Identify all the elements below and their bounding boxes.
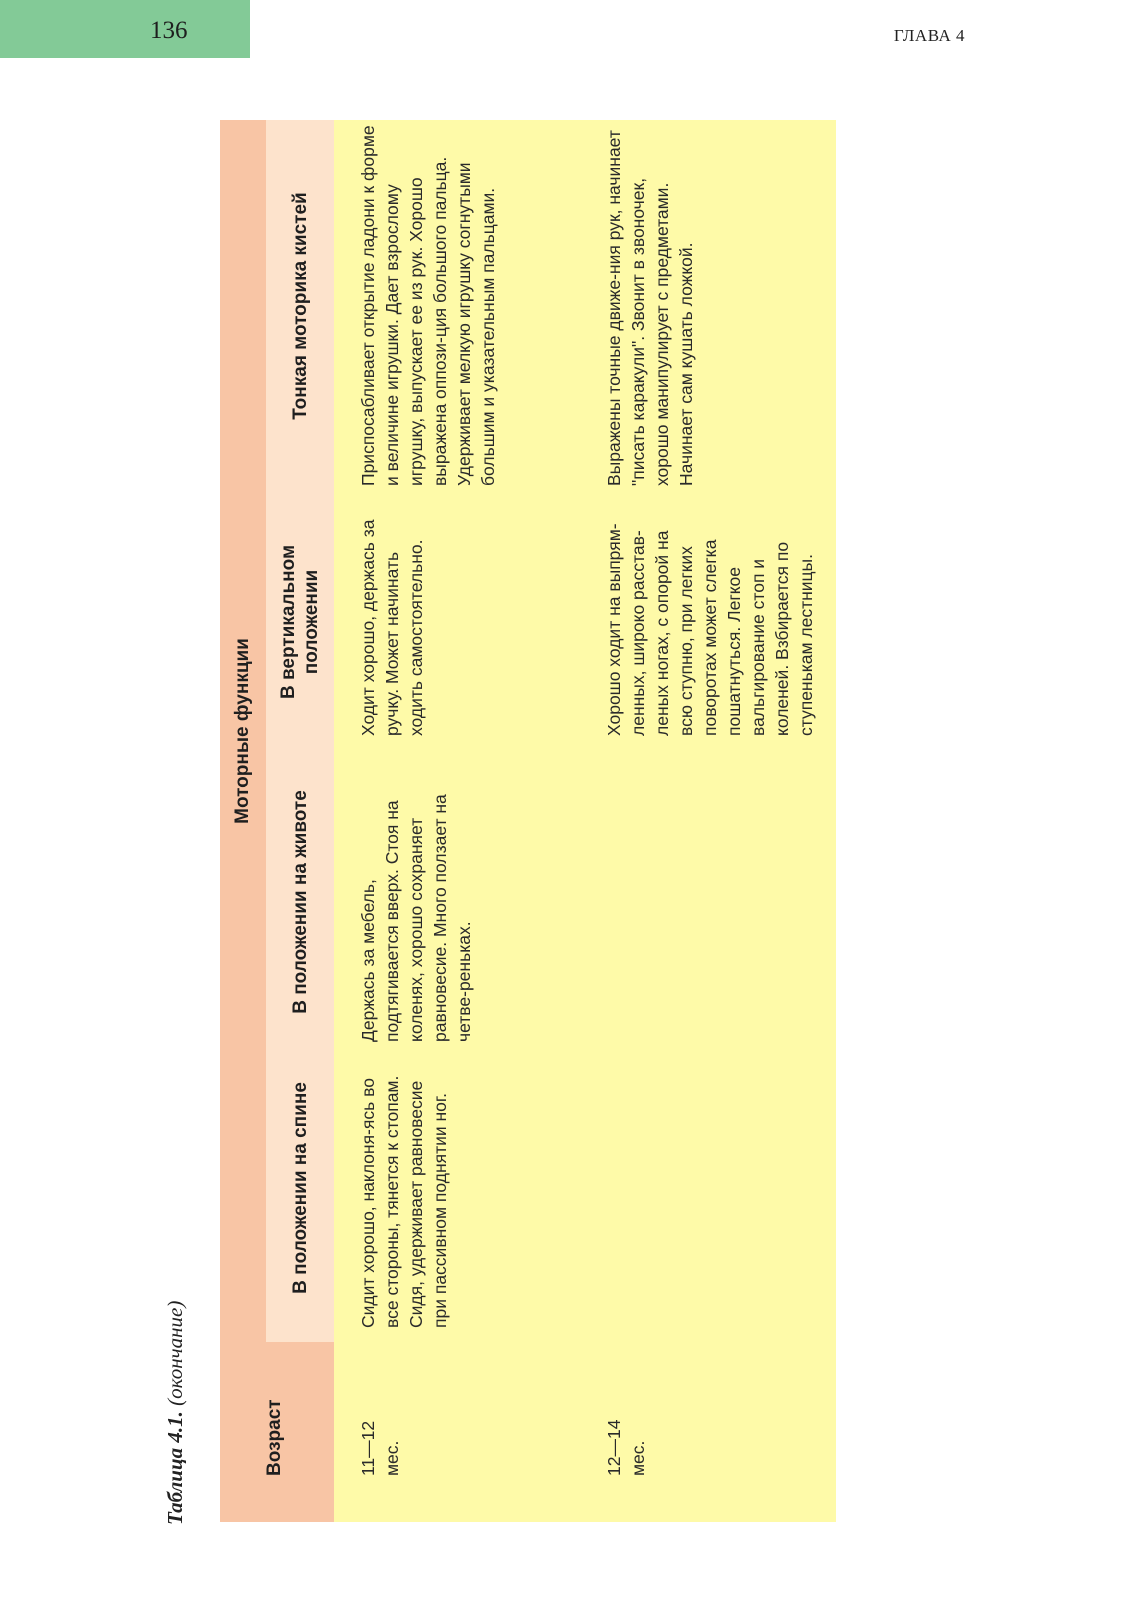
- column-header-prone: В положении на животе: [266, 752, 334, 1052]
- table-caption-note: (окончание): [163, 1300, 187, 1406]
- row-1-prone: Держась за мебель, подтягивается вверх. Стоя на коленях, хорошо сохраняет равновесие. Много ползает на четве-реньках.: [358, 794, 474, 1042]
- row-1-age: 11—12 мес.: [358, 1420, 402, 1476]
- table-caption: [160, 1005, 190, 1525]
- row-2-age: 12—14 мес.: [604, 1419, 648, 1476]
- column-header-vertical: В вертикальном положении: [266, 492, 334, 752]
- row-1-supine: Сидит хорошо, наклоня-ясь во все стороны, тянется к стопам. Сидя, удерживает равновесие при пассивном поднятии ног.: [358, 1075, 450, 1328]
- column-header-supine: В положении на спине: [266, 1052, 334, 1342]
- row-2-vertical: Хорошо ходит на выпрям-ленных, широко расстав-леных ногах, с опорой на всю ступню, при легких поворотах может слегка пошатнуться. Легкое вальгирование стоп и коленей. Взбирается по ступенькам лестницы.: [604, 523, 816, 736]
- column-header-fine-motor: Тонкая моторика кистей: [266, 120, 334, 492]
- row-1-vertical: Ходит хорошо, держась за ручку. Может начинать ходить самостоятельно.: [358, 519, 426, 736]
- motor-functions-table: [220, 120, 836, 1522]
- row-2-fine-motor: Выражены точные движе-ния рук, начинает "писать каракули". Звонит в звоночек, хорошо манипулирует с предметами. Начинает сам кушать ложкой.: [604, 130, 696, 486]
- chapter-label: ГЛАВА 4: [893, 26, 965, 45]
- table-caption-label: Таблица 4.1.: [163, 1411, 187, 1525]
- page-number: 136: [150, 17, 188, 44]
- age-column-header: Возраст: [220, 1342, 334, 1522]
- row-1-fine-motor: Приспосабливает открытие ладони к форме и величине игрушки. Дает взрослому игрушку, выпускает ее из рук. Хорошо выражена оппози-ция большого пальца. Удерживает мелкую игрушку согнутыми большим и указательным пальцами.: [358, 125, 498, 486]
- motor-functions-group-header: Моторные функции: [220, 120, 266, 1342]
- page-number-tab: [0, 0, 250, 58]
